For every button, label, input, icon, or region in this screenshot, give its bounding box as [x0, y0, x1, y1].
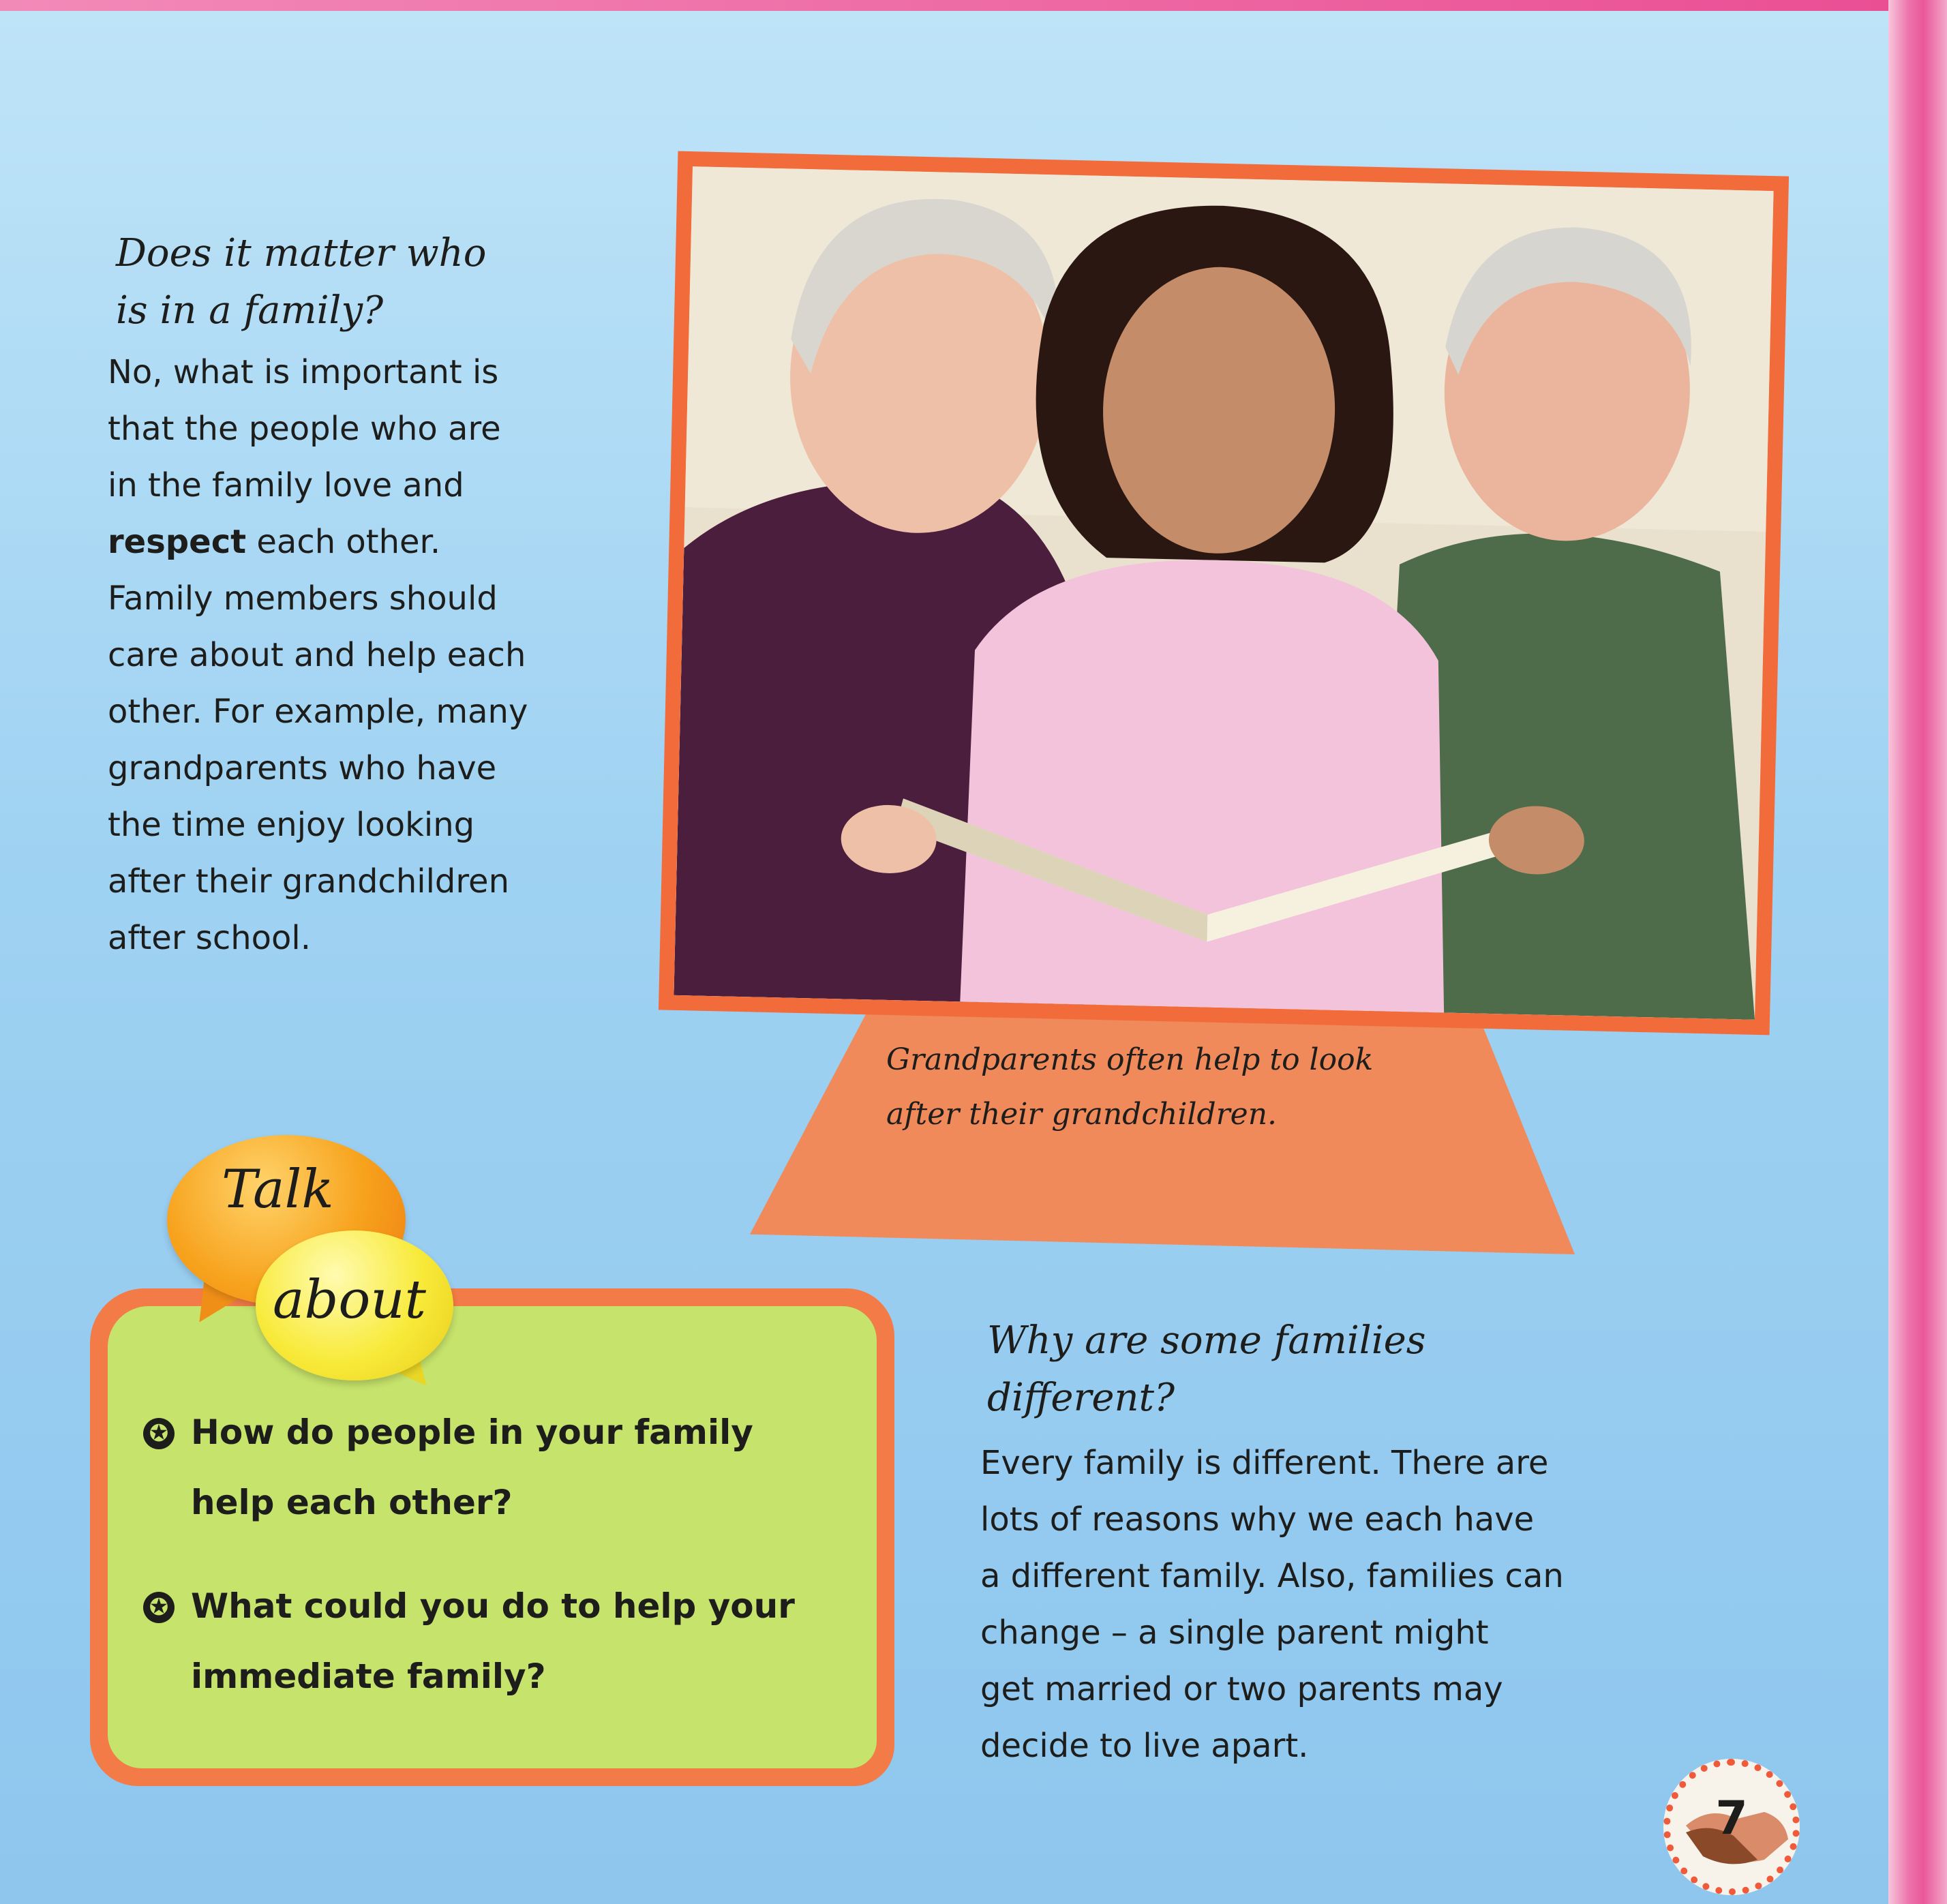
family-photo-illustration [674, 166, 1773, 1020]
section2-line: Every family is different. There are [980, 1444, 1549, 1482]
section1-line: care about and help each [108, 636, 526, 674]
section2-line: change – a single parent might [980, 1614, 1489, 1652]
section1-line: that the people who are [108, 410, 501, 448]
section1-heading-line1: Does it matter who [116, 231, 487, 275]
section1-line: after school. [108, 919, 311, 957]
section1-line: in the family love and [108, 466, 464, 504]
section2-line: a different family. Also, families can [980, 1557, 1564, 1595]
question-line: How do people in your family [191, 1412, 753, 1452]
section2-line: lots of reasons why we each have [980, 1500, 1535, 1539]
section2-heading-line2: different? [987, 1376, 1175, 1420]
photo-frame [659, 151, 1789, 1036]
section1-heading-line2: is in a family? [116, 288, 384, 333]
question-line: help each other? [191, 1483, 513, 1522]
section2-heading [987, 1312, 1669, 1427]
top-pink-strip [0, 0, 1947, 11]
page-number: 7 [1715, 1792, 1748, 1845]
question-line: immediate family? [191, 1657, 546, 1696]
section1-heading [116, 225, 607, 339]
star-bullet-icon: ✪ [143, 1418, 175, 1449]
photo-caption [886, 1033, 1500, 1142]
section1-line: No, what is important is [108, 353, 499, 391]
caption-line2: after their grandchildren. [886, 1097, 1278, 1132]
star-bullet-icon: ✪ [143, 1592, 175, 1623]
section2-line: decide to live apart. [980, 1727, 1309, 1765]
section2-body [980, 1435, 1669, 1774]
talk-question-1 [191, 1397, 845, 1538]
section2-line: get married or two parents may [980, 1670, 1503, 1708]
about-bubble-word: about [273, 1269, 426, 1331]
section1-line: after their grandchildren [108, 862, 510, 901]
caption-line1: Grandparents often help to look [886, 1042, 1374, 1077]
section1-line: each other. [256, 523, 441, 561]
section1-line: Family members should [108, 579, 498, 618]
family-photo [674, 166, 1773, 1020]
section1-body [108, 344, 626, 967]
section2-heading-line1: Why are some families [987, 1318, 1426, 1363]
section1-line: grandparents who have [108, 749, 497, 787]
question-line: What could you do to help your [191, 1586, 795, 1626]
page-spine-edge [1888, 0, 1947, 1904]
talk-question-2 [191, 1571, 845, 1712]
talk-bubble-word: Talk [222, 1159, 334, 1220]
section1-line: the time enjoy looking [108, 806, 475, 844]
bold-keyword: respect [108, 523, 247, 561]
section1-line: other. For example, many [108, 693, 528, 731]
